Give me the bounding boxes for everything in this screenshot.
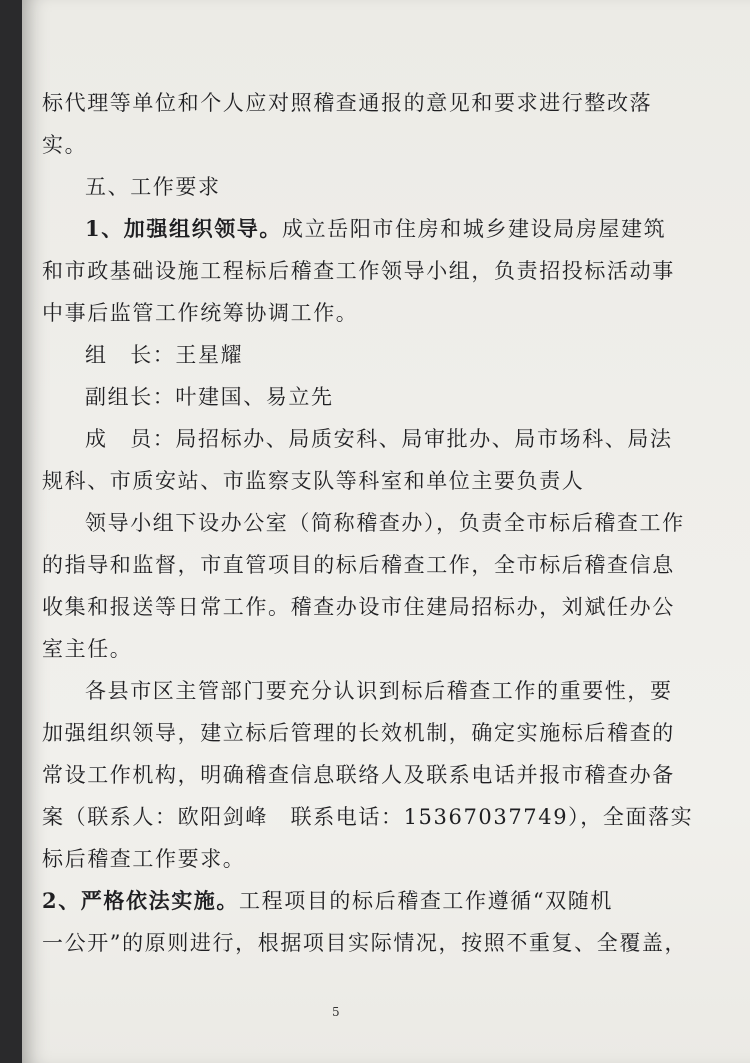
paragraph-line: 领导小组下设办公室（简称稽查办），负责全市标后稽查工作: [85, 511, 685, 535]
paragraph-line: 一公开”的原则进行，根据项目实际情况，按照不重复、全覆盖，: [42, 931, 688, 955]
paragraph-text: 工程项目的标后稽查工作遵循“双随机: [239, 889, 613, 913]
paragraph-line: 收集和报送等日常工作。稽查办设市住建局招标办，刘斌任办公: [42, 595, 675, 619]
leader-line: 组 长：王星耀: [85, 343, 244, 367]
item-heading-1: 1、加强组织领导。: [85, 216, 283, 241]
body-text: [42, 82, 694, 964]
section-heading: 五、工作要求: [85, 175, 221, 199]
paragraph-line: 各县市区主管部门要充分认识到标后稽查工作的重要性，要: [85, 679, 673, 703]
item-heading-line: [42, 208, 682, 250]
paragraph-line: 中事后监管工作统筹协调工作。: [42, 301, 359, 325]
members-line: 成 员：局招标办、局质安科、局审批办、局市场科、局法: [85, 427, 673, 451]
paragraph-line: 常设工作机构，明确稽查信息联络人及联系电话并报市稽查办备: [42, 763, 675, 787]
deputy-leader-line: 副组长：叶建国、易立先: [85, 385, 334, 409]
paragraph-line: 的指导和监督，市直管项目的标后稽查工作，全市标后稽查信息: [42, 553, 675, 577]
paragraph-line: 室主任。: [42, 637, 133, 661]
paragraph-line: 和市政基础设施工程标后稽查工作领导小组，负责招投标活动事: [42, 259, 675, 283]
item-heading-line: [42, 880, 682, 922]
paragraph-line: 标后稽查工作要求。: [42, 847, 246, 871]
document-page: [22, 0, 750, 1063]
contact-line: 案（联系人：欧阳剑峰 联系电话：15367037749），全面落实: [42, 805, 694, 829]
paragraph-text: 成立岳阳市住房和城乡建设局房屋建筑: [282, 217, 667, 241]
item-heading-2: 2、严格依法实施。: [42, 888, 240, 913]
paragraph-line: 实。: [42, 133, 88, 157]
paragraph-line: 加强组织领导，建立标后管理的长效机制，确定实施标后稽查的: [42, 721, 675, 745]
paragraph-line: 标代理等单位和个人应对照稽查通报的意见和要求进行整改落: [42, 91, 653, 115]
page-number: 5: [332, 1005, 340, 1019]
paragraph-line: 规科、市质安站、市监察支队等科室和单位主要负责人: [42, 469, 585, 493]
